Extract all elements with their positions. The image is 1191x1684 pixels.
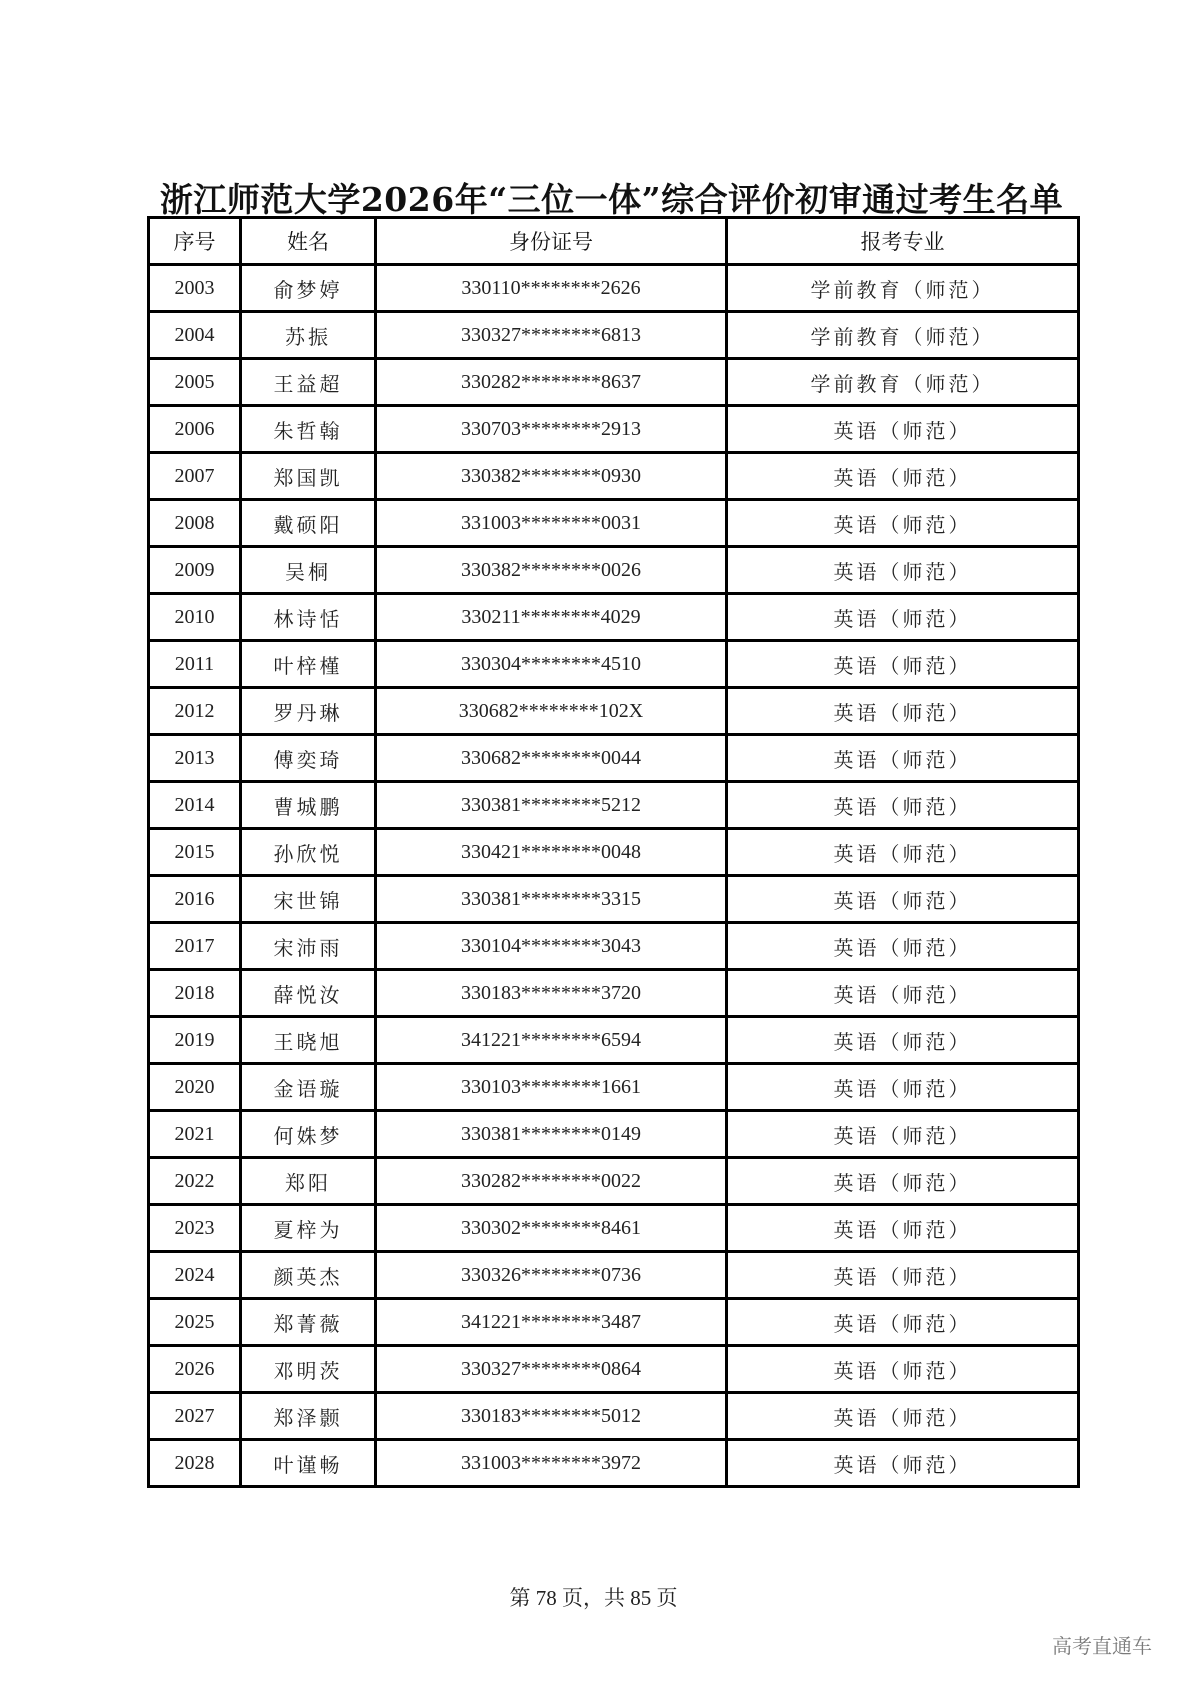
table-row [149,1252,1079,1299]
table-row [149,1299,1079,1346]
cell-seq: 2019 [149,1017,241,1064]
cell-name: 郑阳 [241,1158,376,1205]
cell-major: 学前教育（师范） [727,265,1079,312]
cell-major: 英语（师范） [727,1205,1079,1252]
cell-name: 何姝梦 [241,1111,376,1158]
watermark-text: 高考直通车 [1052,1634,1152,1658]
cell-id-number: 341221********6594 [376,1017,727,1064]
table-body [149,265,1079,1487]
cell-major: 英语（师范） [727,1017,1079,1064]
table-row [149,1440,1079,1487]
cell-id-number: 330382********0930 [376,453,727,500]
table-row [149,594,1079,641]
cell-seq: 2015 [149,829,241,876]
cell-id-number: 330327********0864 [376,1346,727,1393]
cell-major: 英语（师范） [727,594,1079,641]
cell-id-number: 330381********0149 [376,1111,727,1158]
cell-major: 学前教育（师范） [727,312,1079,359]
cell-seq: 2006 [149,406,241,453]
cell-seq: 2004 [149,312,241,359]
cell-seq: 2011 [149,641,241,688]
table-row [149,1111,1079,1158]
cell-major: 英语（师范） [727,547,1079,594]
table-header-row [149,218,1079,265]
candidate-roster-table [147,216,1080,1488]
cell-major: 英语（师范） [727,1252,1079,1299]
cell-name: 夏梓为 [241,1205,376,1252]
cell-id-number: 330183********3720 [376,970,727,1017]
cell-seq: 2008 [149,500,241,547]
cell-id-number: 330682********102X [376,688,727,735]
table-row [149,688,1079,735]
cell-id-number: 330381********5212 [376,782,727,829]
cell-name: 曹城鹏 [241,782,376,829]
cell-seq: 2028 [149,1440,241,1487]
cell-seq: 2003 [149,265,241,312]
table-row [149,1017,1079,1064]
column-header-major: 报考专业 [727,218,1079,265]
cell-name: 孙欣悦 [241,829,376,876]
cell-seq: 2009 [149,547,241,594]
cell-name: 郑菁薇 [241,1299,376,1346]
cell-name: 宋沛雨 [241,923,376,970]
cell-id-number: 330381********3315 [376,876,727,923]
cell-seq: 2027 [149,1393,241,1440]
cell-seq: 2025 [149,1299,241,1346]
cell-major: 英语（师范） [727,1064,1079,1111]
cell-id-number: 330304********4510 [376,641,727,688]
cell-id-number: 330327********6813 [376,312,727,359]
cell-id-number: 331003********3972 [376,1440,727,1487]
cell-major: 英语（师范） [727,735,1079,782]
cell-major: 英语（师范） [727,1393,1079,1440]
cell-id-number: 330326********0736 [376,1252,727,1299]
column-header-id-number: 身份证号 [376,218,727,265]
page-title: 浙江师范大学2026年“三位一体”综合评价初审通过考生名单 [159,180,1064,220]
column-header-name: 姓名 [241,218,376,265]
table-row [149,829,1079,876]
table-row [149,1205,1079,1252]
cell-name: 罗丹琳 [241,688,376,735]
cell-major: 英语（师范） [727,688,1079,735]
table-row [149,1158,1079,1205]
cell-seq: 2026 [149,1346,241,1393]
cell-id-number: 331003********0031 [376,500,727,547]
cell-major: 英语（师范） [727,782,1079,829]
table-row [149,782,1079,829]
cell-name: 朱哲翰 [241,406,376,453]
table-row [149,1064,1079,1111]
cell-major: 英语（师范） [727,500,1079,547]
cell-seq: 2012 [149,688,241,735]
cell-name: 叶梓槿 [241,641,376,688]
cell-name: 戴硕阳 [241,500,376,547]
cell-name: 宋世锦 [241,876,376,923]
table-row [149,547,1079,594]
cell-name: 叶谨畅 [241,1440,376,1487]
cell-major: 英语（师范） [727,641,1079,688]
table-row [149,876,1079,923]
table-row [149,735,1079,782]
cell-major: 英语（师范） [727,1299,1079,1346]
cell-major: 英语（师范） [727,406,1079,453]
page-number-indicator: 第 78 页，共 85 页 [509,1586,678,1610]
cell-id-number: 330104********3043 [376,923,727,970]
cell-id-number: 330421********0048 [376,829,727,876]
cell-major: 英语（师范） [727,970,1079,1017]
cell-major: 英语（师范） [727,923,1079,970]
table-row [149,265,1079,312]
table-row [149,359,1079,406]
cell-id-number: 330110********2626 [376,265,727,312]
cell-seq: 2014 [149,782,241,829]
cell-major: 学前教育（师范） [727,359,1079,406]
table-row [149,1393,1079,1440]
cell-name: 俞梦婷 [241,265,376,312]
cell-seq: 2017 [149,923,241,970]
cell-id-number: 330703********2913 [376,406,727,453]
cell-name: 郑国凯 [241,453,376,500]
table-row [149,500,1079,547]
cell-seq: 2021 [149,1111,241,1158]
cell-major: 英语（师范） [727,876,1079,923]
cell-id-number: 330682********0044 [376,735,727,782]
cell-name: 薛悦汝 [241,970,376,1017]
cell-seq: 2016 [149,876,241,923]
table-row [149,641,1079,688]
column-header-seq: 序号 [149,218,241,265]
cell-id-number: 330382********0026 [376,547,727,594]
cell-id-number: 330211********4029 [376,594,727,641]
cell-name: 林诗恬 [241,594,376,641]
cell-seq: 2023 [149,1205,241,1252]
cell-name: 金语璇 [241,1064,376,1111]
cell-major: 英语（师范） [727,453,1079,500]
table-row [149,970,1079,1017]
cell-id-number: 330302********8461 [376,1205,727,1252]
cell-major: 英语（师范） [727,829,1079,876]
cell-seq: 2020 [149,1064,241,1111]
table-row [149,923,1079,970]
table-row [149,312,1079,359]
cell-major: 英语（师范） [727,1158,1079,1205]
cell-seq: 2010 [149,594,241,641]
cell-name: 颜英杰 [241,1252,376,1299]
cell-seq: 2024 [149,1252,241,1299]
cell-name: 苏振 [241,312,376,359]
table-row [149,453,1079,500]
cell-name: 傅奕琦 [241,735,376,782]
cell-seq: 2018 [149,970,241,1017]
cell-major: 英语（师范） [727,1346,1079,1393]
cell-id-number: 330183********5012 [376,1393,727,1440]
cell-id-number: 330282********0022 [376,1158,727,1205]
cell-seq: 2022 [149,1158,241,1205]
cell-id-number: 330282********8637 [376,359,727,406]
cell-name: 郑泽颢 [241,1393,376,1440]
cell-id-number: 341221********3487 [376,1299,727,1346]
cell-name: 吴桐 [241,547,376,594]
table-row [149,1346,1079,1393]
cell-name: 王益超 [241,359,376,406]
cell-seq: 2005 [149,359,241,406]
cell-seq: 2007 [149,453,241,500]
cell-seq: 2013 [149,735,241,782]
cell-id-number: 330103********1661 [376,1064,727,1111]
cell-major: 英语（师范） [727,1111,1079,1158]
cell-name: 邓明茨 [241,1346,376,1393]
table-row [149,406,1079,453]
cell-major: 英语（师范） [727,1440,1079,1487]
cell-name: 王晓旭 [241,1017,376,1064]
